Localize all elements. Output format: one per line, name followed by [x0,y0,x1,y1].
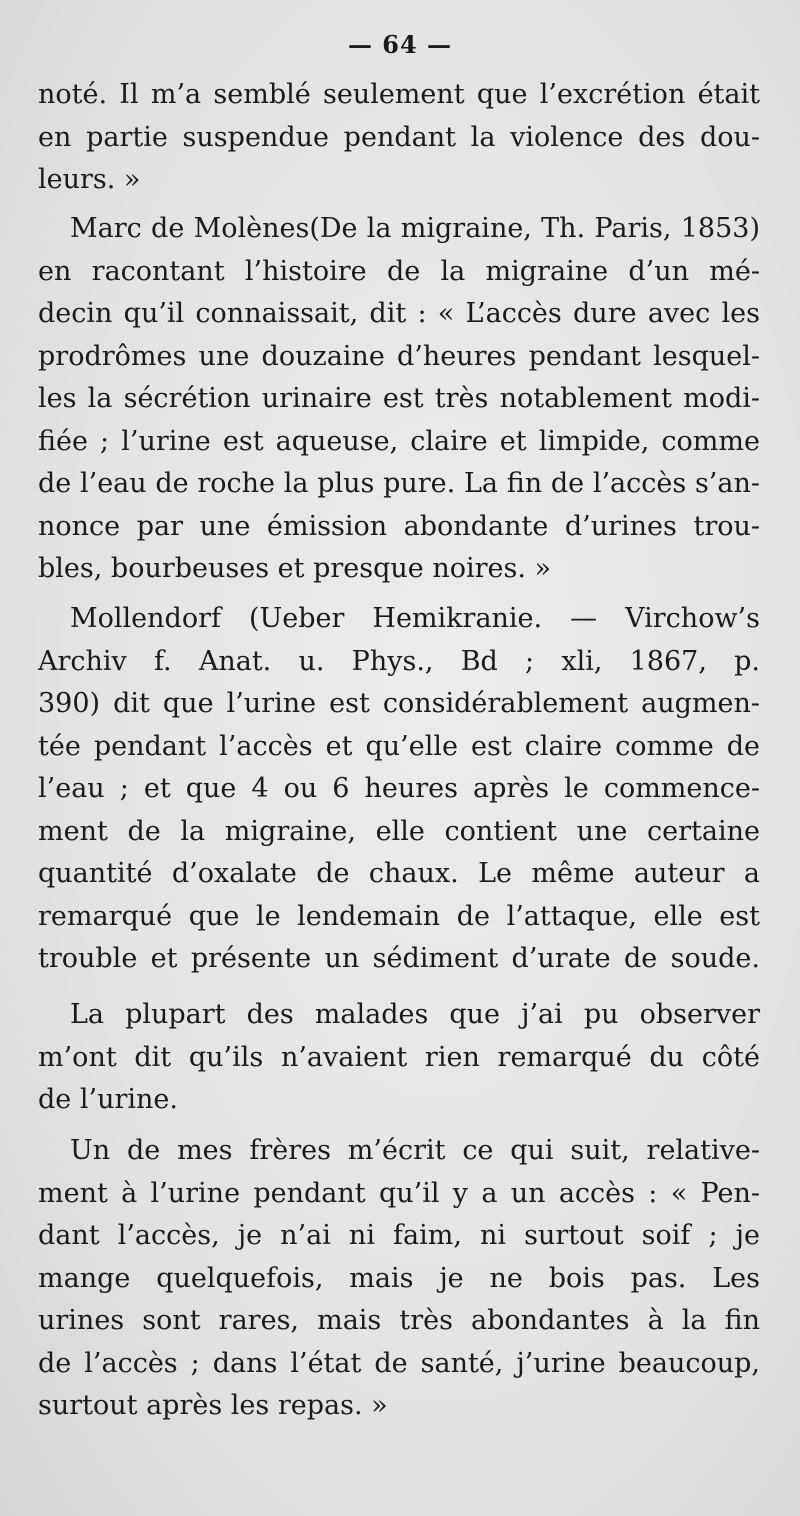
text-line: ment à l’urine pendant qu’il y a un accès : « Pen- [38,1177,760,1209]
text-line: Marc de Molènes(De la migraine, Th. Paris, 1853) [70,213,760,244]
text-line: fiée ; l’urine est aqueuse, claire et limpide, comme [38,425,760,457]
text-line: tée pendant l’accès et qu’elle est claire comme de [38,730,760,762]
paragraph-1 [38,74,760,202]
text-line: La plupart des malades que j’ai pu observer [70,999,760,1030]
text-line: quantité d’oxalate de chaux. Le même auteur a [38,858,760,889]
text-line: 390) dit que l’urine est considérablement augmen- [38,688,760,719]
paragraph-2 [38,208,760,591]
text-line: en partie suspendue pendant la violence des dou- [38,121,760,153]
text-line: en racontant l’histoire de la migraine d’un mé- [38,255,760,287]
text-line: les la sécrétion urinaire est très notablement modi- [38,383,760,414]
text-line: remarqué que le lendemain de l’attaque, elle est [38,900,760,932]
text-line: decin qu’il connaissait, dit : « L’accès dure avec les [38,298,760,329]
text-line: de l’accès ; dans l’état de santé, j’urine beaucoup, [38,1347,760,1379]
text-line: trouble et présente un sédiment d’urate de soude. [38,943,760,974]
paragraph-4 [38,994,760,1122]
text-line: Archiv f. Anat. u. Phys., Bd ; xli, 1867, p. [38,645,760,677]
text-line: bles, bourbeuses et presque noires. » [38,553,552,584]
text-line: leurs. » [38,164,141,195]
text-line: prodrômes une douzaine d’heures pendant lesquel- [38,340,760,372]
text-line: dant l’accès, je n’ai ni faim, ni surtout soif ; je [38,1220,760,1251]
paragraph-5 [38,1130,760,1428]
text-line: noté. Il m’a semblé seulement que l’excrétion était [38,79,760,110]
text-line: Mollendorf (Ueber Hemikranie. — Virchow’s [70,603,760,634]
text-line: surtout après les repas. » [38,1390,388,1421]
text-line: nonce par une émission abondante d’urines trou- [38,510,760,542]
text-line: de l’urine. [38,1084,178,1115]
page-number: — 64 — [347,30,453,59]
text-line: de l’eau de roche la plus pure. La fin de l’accès s’an- [38,468,760,499]
text-line: Un de mes frères m’écrit ce qui suit, relative- [70,1135,760,1166]
text-line: m’ont dit qu’ils n’avaient rien remarqué du côté [38,1041,760,1073]
paragraph-3 [38,598,760,981]
text-line: ment de la migraine, elle contient une certaine [38,815,760,847]
text-line: l’eau ; et que 4 ou 6 heures après le commence- [38,773,760,804]
text-line: mange quelquefois, mais je ne bois pas. Les [38,1262,760,1294]
text-line: urines sont rares, mais très abondantes à la fin [38,1305,760,1336]
